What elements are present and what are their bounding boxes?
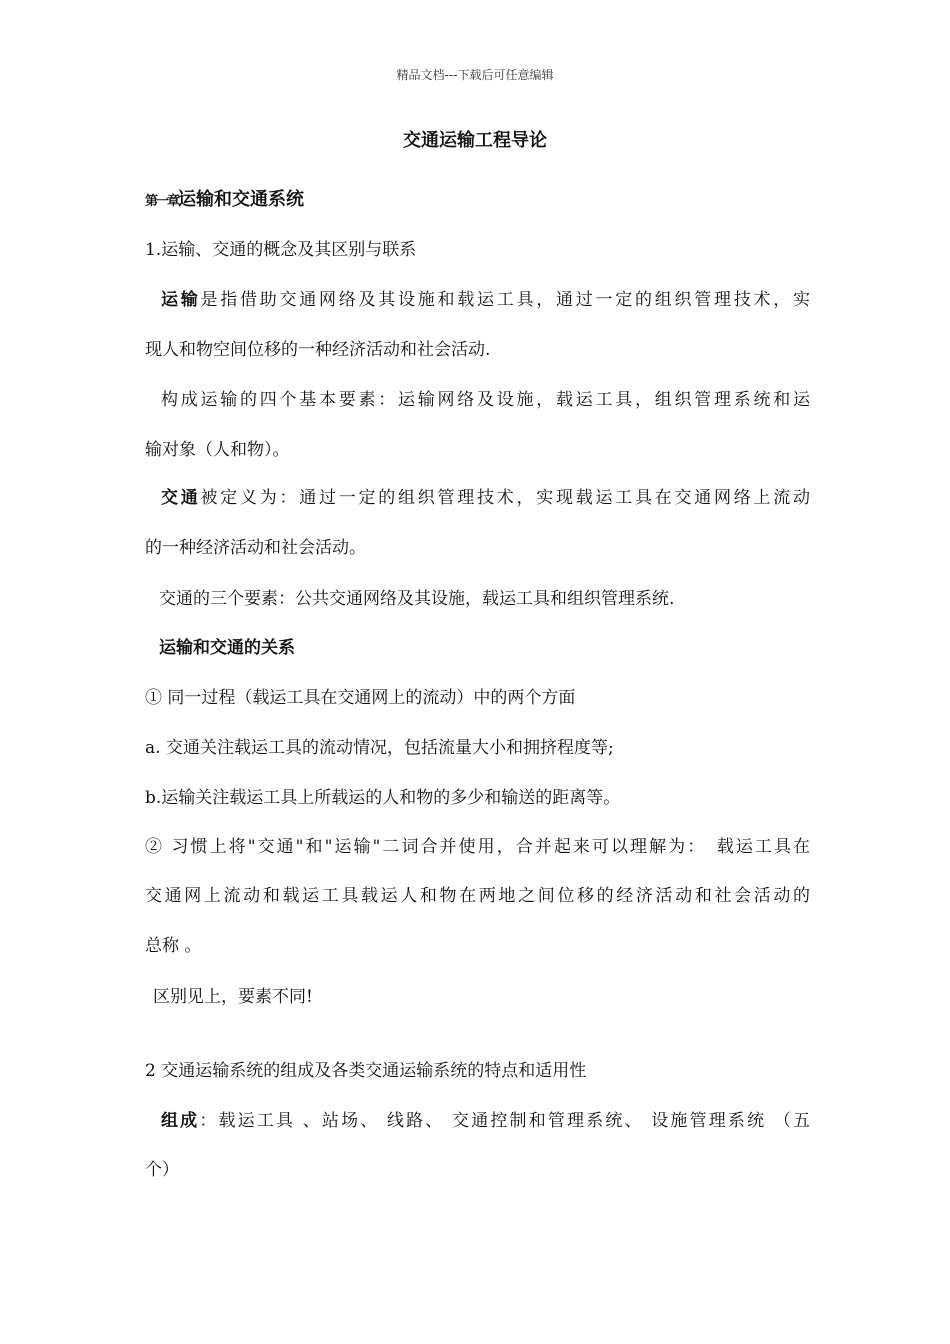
paragraph-traffic-definition-line2: 的一种经济活动和社会活动。 — [145, 538, 366, 558]
relation-heading: 运输和交通的关系 — [159, 638, 295, 658]
paragraph-text: 是指借助交通网络及其设施和载运工具，通过一定的组织管理技术，实 — [200, 290, 810, 310]
section-1-heading: 1.运输、交通的概念及其区别与联系 — [145, 240, 417, 260]
paragraph-four-elements-line1: 构成运输的四个基本要素：运输网络及设施，载运工具，组织管理系统和运 — [161, 390, 810, 410]
paragraph-traffic-definition-line1 — [145, 486, 810, 510]
list-item-2-line1: ② 习惯上将"交通"和"运输"二词合并使用，合并起来可以理解为： 载运工具在 — [145, 837, 810, 857]
chapter-title: 运输和交通系统 — [178, 189, 305, 210]
paragraph-text: 被定义为：通过一定的组织管理技术，实现载运工具在交通网络上流动 — [200, 488, 810, 508]
term-composition: 组成 — [161, 1111, 200, 1131]
list-item-b: b.运输关注载运工具上所载运的人和物的多少和输送的距离等。 — [145, 788, 621, 808]
chapter-heading — [145, 188, 810, 214]
paragraph-text: ：载运工具 、站场、 线路、 交通控制和管理系统、 设施管理系统 （五 — [199, 1111, 810, 1131]
list-item-1: ① 同一过程（载运工具在交通网上的流动）中的两个方面 — [145, 688, 576, 708]
paragraph-four-elements-line2: 输对象（人和物）。 — [145, 440, 290, 460]
list-item-a: a. 交通关注载运工具的流动情况，包括流量大小和拥挤程度等; — [145, 738, 614, 758]
term-traffic: 交通 — [161, 488, 201, 508]
paragraph-transport-definition-line1 — [145, 288, 810, 312]
chapter-prefix: 第一章 — [145, 194, 179, 209]
paragraph-composition-line1 — [145, 1109, 810, 1133]
paragraph-three-elements: 交通的三个要素：公共交通网络及其设施，载运工具和组织管理系统. — [159, 589, 675, 609]
paragraph-transport-definition-line2: 现人和物空间位移的一种经济活动和社会活动. — [145, 340, 491, 360]
term-transport: 运输 — [161, 290, 201, 310]
section-2-heading: 2 交通运输系统的组成及各类交通运输系统的特点和适用性 — [145, 1061, 587, 1081]
list-item-2-line3: 总称 。 — [145, 936, 202, 956]
document-title: 交通运输工程导论 — [403, 130, 547, 151]
page-header: 精品文档---下载后可任意编辑 — [396, 68, 554, 82]
paragraph-composition-line2: 个） — [145, 1160, 179, 1180]
list-item-2-line2: 交通网上流动和载运工具载运人和物在两地之间位移的经济活动和社会活动的 — [145, 886, 810, 906]
difference-note: 区别见上，要素不同! — [153, 987, 313, 1007]
